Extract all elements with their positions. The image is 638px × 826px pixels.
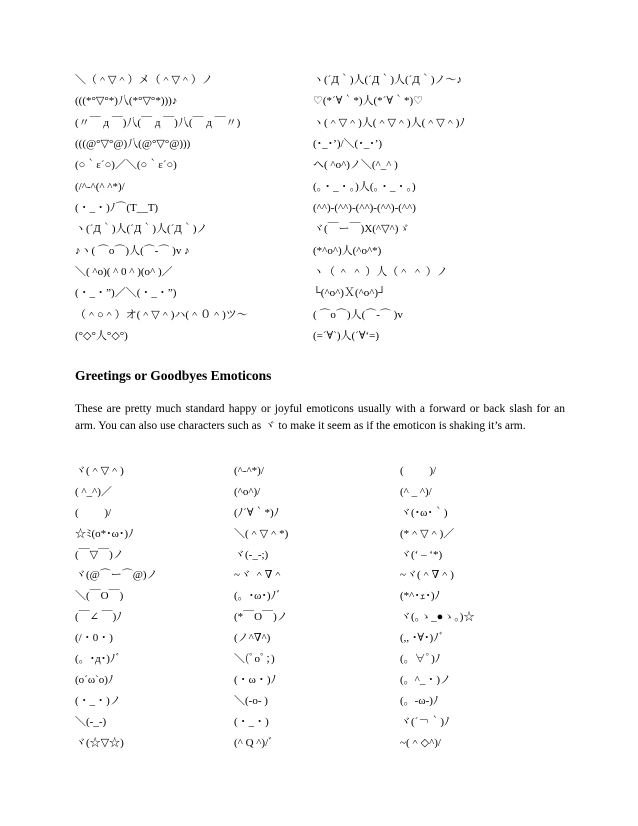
emoticon-line: ヽ（ ＾ ＾ ）人（＾ ＾ ）ノ <box>313 266 448 279</box>
greeting-column-1 <box>75 461 158 753</box>
emoticon-line: (/^-^(^ ^*)/ <box>75 180 125 193</box>
emoticon-line: (ﾉ´∀｀*)ﾉ <box>234 506 280 519</box>
emoticon-line: ＼( ^o)( ^ 0 ^ )(o^ )／ <box>75 266 173 279</box>
emoticon-line: ~(＾◇^)/ <box>400 736 441 749</box>
emoticon-line: ヾ(´￢｀)ﾉ <box>400 715 450 728</box>
emoticon-line: (ﾟ▽ﾟ)/ <box>75 506 112 519</box>
greeting-column-3 <box>400 461 474 753</box>
emoticon-line: ヾ(＾▽＾) <box>75 465 124 477</box>
emoticon-line: (。・_・。)人(。・_・。) <box>313 180 416 193</box>
emoticon-line: ( ^_^)／ <box>75 485 112 498</box>
emoticon-line: (ﾟ▽ﾟ)/ <box>400 465 437 477</box>
emoticon-line: (=´∀`)人(´∀‘=) <box>313 330 379 343</box>
emoticon-line: （＾○＾）オ(＾▽＾)ハ(＾０＾)ツ〜 <box>75 308 248 321</box>
greeting-column-2 <box>234 461 288 753</box>
emoticon-line: (^ _ ^)/ <box>400 485 432 498</box>
emoticon-line: ヾ(☆▽☆) <box>75 736 124 749</box>
emoticon-line: ヽ(´Д｀)人(´Д｀)人(´Д｀)ノ <box>75 223 208 236</box>
section-description: These are pretty much standard happy or joyful emoticons usually with a forward or back slash for an arm. You can also use characters such as ヾ to make it seem as if the emoticon is shaking it’s arm. <box>75 403 565 432</box>
emoticon-line: (・ω・)ﾉ <box>234 673 277 686</box>
emoticon-line: (^-^*)/ <box>234 465 264 477</box>
emoticon-line: (^ Q ^)/ﾞ <box>234 736 274 749</box>
emoticon-line: (°◇°人°◇°) <box>75 330 128 343</box>
emoticon-column-left <box>75 70 248 347</box>
emoticon-line: (。･д･)ﾉﾞ <box>75 653 121 666</box>
emoticon-line: (。^_・)ノ <box>400 673 451 686</box>
emoticon-line: (*￣O￣)ノ <box>234 611 288 624</box>
emoticon-line: (o´ω`o)ﾉ <box>75 673 114 686</box>
emoticon-line: ヽ(＾▽＾)人(＾▽＾)人(＾▽＾)ﾉ <box>313 116 465 129</box>
emoticon-line: (^^)-(^^)-(^^)-(^^)-(^^) <box>313 202 416 215</box>
emoticon-line: (,, ･∀･)ﾉﾞ <box>400 632 445 645</box>
emoticon-line: (。-ω-)ﾉ <box>400 694 439 707</box>
emoticon-line: ＼(＾▽＾*) <box>234 527 289 540</box>
emoticon-line: (*＾▽＾)／ <box>400 527 455 540</box>
emoticon-line: └(^o^)Ｘ(^o^)┘ <box>313 287 386 300</box>
emoticon-line: ヾ(･ω･｀) <box>400 506 448 519</box>
emoticon-line: (･_･’)/＼(･_･’) <box>313 138 383 151</box>
emoticon-line: (・_・) <box>234 715 269 728</box>
emoticon-line: ( ⌒o⌒)人(⌒-⌒ )v <box>313 308 403 321</box>
emoticon-line: ☆ﾐ(o*･ω･)ﾉ <box>75 527 134 540</box>
emoticon-line: (/・0・) <box>75 632 113 645</box>
emoticon-line: ヾ(-_-;) <box>234 548 269 561</box>
emoticon-line: ~ヾ ＾∇＾ <box>234 569 284 582</box>
emoticon-line: (￣▽￣)ノ <box>75 548 124 561</box>
emoticon-line: (ノ^∇^) <box>234 632 271 645</box>
emoticon-line: ヾ(￣ー￣)X(^▽^)ゞ <box>313 223 410 236</box>
emoticon-line: (。∀ﾟ)ﾉ <box>400 653 441 666</box>
emoticon-line: (￣∠ ￣)ﾉ <box>75 611 122 624</box>
emoticon-line: (。･ω･)ﾉﾞ <box>234 590 282 603</box>
emoticon-column-right <box>313 70 465 347</box>
emoticon-line: (^o^)/ <box>234 485 261 498</box>
emoticon-line: (*^･ｪ･)ﾉ <box>400 590 440 603</box>
emoticon-line: (・_・)ノ <box>75 694 121 707</box>
emoticon-line: ヾ(‘ – ‘*) <box>400 548 443 561</box>
emoticon-line: (○｀ε´○)／＼(○｀ε´○) <box>75 159 177 172</box>
emoticon-line: (((@°▽°@)八(@°▽°@))) <box>75 138 191 151</box>
emoticon-line: ヾ(｡ゝ_●ゝ｡)☆ <box>400 611 475 624</box>
emoticon-line: (((*°▽°*)八(*°▽°*)))♪ <box>75 95 178 108</box>
emoticon-line: ＼(-_-) <box>75 715 107 728</box>
emoticon-line: (・_・”)／＼(・_・”) <box>75 287 177 300</box>
emoticon-line: ♪ヽ( ⌒o⌒)人(⌒-⌒ )v ♪ <box>75 244 190 257</box>
emoticon-line: ~ヾ(＾∇＾) <box>400 569 454 582</box>
emoticon-line: ヘ( ^o^)ノ＼(^_^ ) <box>313 159 398 172</box>
emoticon-line: (〃￣ д ￣)八(￣ д ￣)八(￣ д ￣〃) <box>75 116 241 129</box>
emoticon-line: (*^o^)人(^o^*) <box>313 244 382 257</box>
emoticon-line: ヾ(@⌒ー⌒@)ノ <box>75 569 158 582</box>
emoticon-line: ＼(ﾟoﾟ；) <box>234 653 275 666</box>
emoticon-line: (・_・)ﾉ⌒(T__T) <box>75 202 159 215</box>
emoticon-line: ヽ(´Д｀)人(´Д｀)人(´Д｀)ノ〜♪ <box>313 74 462 86</box>
emoticon-line: ＼(-o- ) <box>234 694 268 707</box>
emoticon-line: ＼(￣O￣) <box>75 590 124 603</box>
section-heading: Greetings or Goodbyes Emoticons <box>75 368 272 383</box>
emoticon-line: ＼（＾▽＾）メ（＾▽＾）ノ <box>75 74 213 86</box>
emoticon-line: ♡(*´∀｀*)人(*´∀｀*)♡ <box>313 95 423 108</box>
